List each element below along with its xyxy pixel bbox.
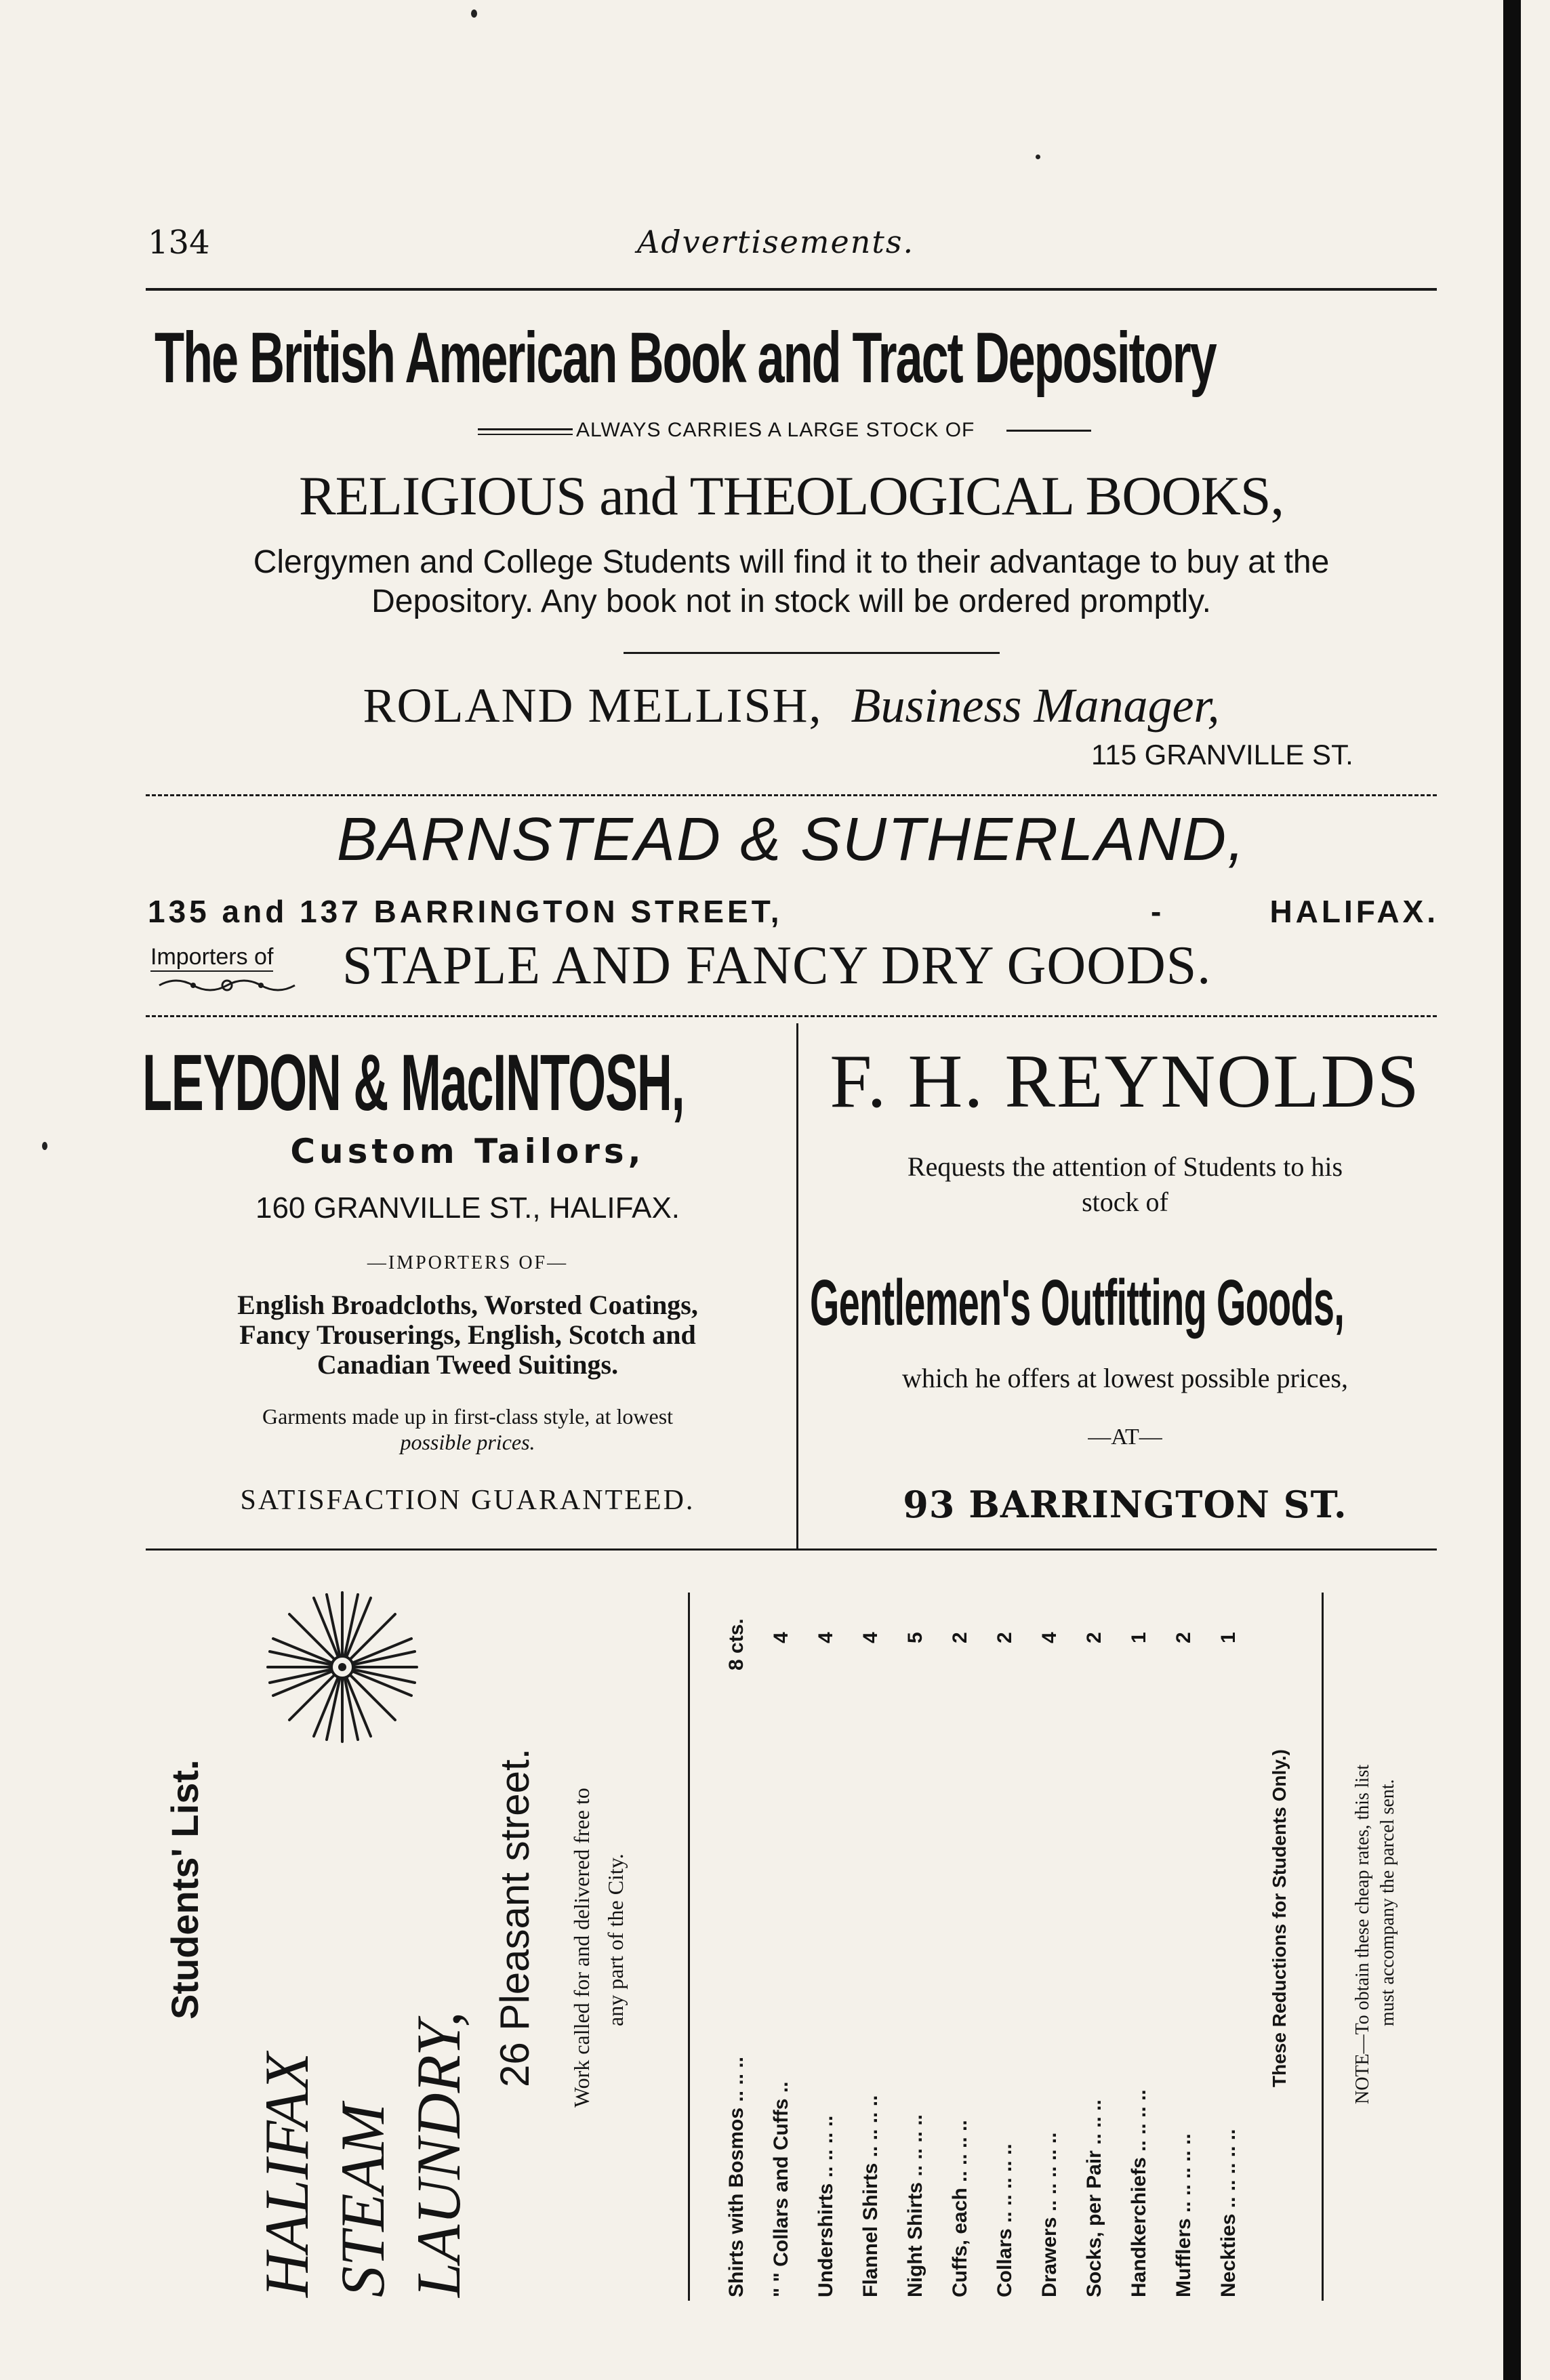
price-item: Socks, per Pair .. .. ..	[1083, 2099, 1105, 2297]
laundry-rule-1	[688, 1593, 690, 2301]
reynolds-goods	[803, 1266, 1447, 1347]
price-value: 2	[949, 1632, 971, 1643]
depository-title-text: The British American Book and Tract Depository	[155, 318, 1216, 398]
leydon-goods-3: Canadian Tweed Suitings.	[317, 1349, 619, 1380]
reduction-note: These Reductions for Students Only.)	[1269, 1749, 1290, 2087]
price-value: 2	[1172, 1632, 1195, 1643]
leydon-garments-1: Garments made up in first-class style, at lowest	[262, 1404, 674, 1429]
sunburst-icon	[264, 1589, 420, 1745]
laundry-name-1: HALIFAX	[252, 2052, 321, 2297]
tagline-rule-right	[1006, 430, 1091, 432]
manager-name: ROLAND MELLISH,	[363, 678, 823, 733]
barnstead-address	[148, 893, 1439, 930]
header-rule	[146, 288, 1437, 291]
price-item: Shirts with Bosmos .. .. ..	[725, 2056, 748, 2297]
price-value: 1	[1217, 1632, 1240, 1643]
laundry-address: 26 Pleasant street.	[492, 1748, 537, 2087]
leydon-guarantee: SATISFACTION GUARANTEED.	[240, 1485, 695, 1516]
reynolds-intro-1: Requests the attention of Students to his	[907, 1151, 1343, 1182]
barnstead-name: BARNSTEAD & SUTHERLAND,	[336, 806, 1246, 874]
laundry-service-1: Work called for and delivered free to	[569, 1788, 594, 2108]
laundry-note-2: must accompany the parcel sent.	[1377, 1779, 1398, 2026]
price-value: 4	[859, 1632, 882, 1643]
price-item: Flannel Shirts .. .. .. ..	[859, 2095, 882, 2297]
price-item: Handkerchiefs .. .. .. ..	[1128, 2089, 1150, 2297]
barnstead-street: 135 and 137 BARRINGTON STREET,	[148, 894, 783, 929]
divider-2	[146, 1015, 1437, 1017]
laundry-ad	[142, 1559, 1447, 2338]
reynolds-prices: which he offers at lowest possible prices,	[902, 1363, 1348, 1393]
price-item: " " Collars and Cuffs ..	[770, 2081, 792, 2297]
tagline-rule-left	[478, 428, 573, 430]
price-item: Mufflers .. .. .. .. ..	[1172, 2133, 1195, 2297]
price-value: 4	[770, 1632, 792, 1643]
leydon-goods-1: English Broadcloths, Worsted Coatings,	[237, 1290, 698, 1320]
laundry-list-title: Students' List.	[163, 1759, 206, 2019]
price-item: Collars .. .. .. .. ..	[994, 2143, 1016, 2297]
speck	[1036, 155, 1040, 159]
depository-tagline: ALWAYS CARRIES A LARGE STOCK OF	[576, 419, 975, 441]
reynolds-name: F. H. REYNOLDS	[830, 1040, 1421, 1124]
price-value: 2	[994, 1632, 1016, 1643]
reynolds-goods-text: Gentlemen's Outfitting Goods,	[810, 1267, 1345, 1339]
running-title: Advertisements.	[637, 224, 915, 260]
price-item: Night Shirts .. .. .. ..	[904, 2114, 926, 2297]
divider-1	[146, 794, 1437, 796]
price-item: Neckties .. .. .. .. ..	[1217, 2129, 1240, 2297]
laundry-note-1: NOTE—To obtain these cheap rates, this list	[1352, 1764, 1373, 2104]
column-divider	[796, 1023, 798, 1548]
depository-body-2: Depository. Any book not in stock will be ordered promptly.	[371, 583, 1211, 619]
barnstead-sep: -	[1151, 894, 1165, 929]
laundry-name-2: STEAM	[328, 2103, 397, 2297]
depository-mid-rule	[624, 652, 1000, 654]
leydon-name-text: LEYDON & MacINTOSH,	[142, 1038, 685, 1128]
reynolds-at: —AT—	[1088, 1424, 1162, 1450]
barnstead-goods: STAPLE AND FANCY DRY GOODS.	[342, 936, 1212, 996]
leydon-trade: Custom Tailors,	[290, 1132, 645, 1171]
manager-title: Business Manager,	[851, 678, 1220, 733]
price-item: Undershirts .. .. .. ..	[815, 2115, 837, 2297]
depository-headline: RELIGIOUS and THEOLOGICAL BOOKS,	[298, 465, 1284, 527]
divider-3	[146, 1548, 1437, 1551]
speck	[42, 1142, 47, 1150]
reynolds-address: 93 BARRINGTON ST.	[903, 1483, 1347, 1526]
price-item: Drawers .. .. .. .. ..	[1038, 2132, 1061, 2297]
leydon-garments-2: possible prices.	[400, 1430, 535, 1454]
leydon-importers: —IMPORTERS OF—	[367, 1252, 569, 1273]
reynolds-intro-2: stock of	[1082, 1187, 1168, 1217]
price-value: 2	[1083, 1632, 1105, 1643]
price-value: 8 cts.	[725, 1618, 748, 1670]
depository-ad	[136, 298, 1447, 779]
reynolds-ad	[803, 1023, 1447, 1545]
price-value: 1	[1128, 1632, 1150, 1643]
depository-address: 115 GRANVILLE ST.	[1091, 739, 1353, 771]
leydon-goods-2: Fancy Trouserings, English, Scotch and	[239, 1319, 696, 1350]
laundry-service-2: any part of the City.	[603, 1853, 628, 2026]
laundry-name-3: LAUNDRY,	[404, 2011, 473, 2297]
barnstead-city: HALIFAX.	[1269, 894, 1439, 929]
depository-body-1: Clergymen and College Students will find it to their advantage to buy at the	[253, 544, 1330, 580]
price-item: Cuffs, each .. .. .. ..	[949, 2120, 971, 2297]
price-value: 4	[815, 1632, 837, 1643]
depository-title	[136, 317, 1447, 398]
laundry-rule-2	[1322, 1593, 1324, 2301]
leydon-name	[142, 1037, 793, 1128]
depository-manager	[136, 678, 1447, 734]
binding-edge	[1503, 0, 1521, 2380]
scroll-ornament-icon	[156, 976, 298, 995]
page-number: 134	[148, 224, 210, 262]
price-value: 4	[1038, 1632, 1061, 1643]
importers-label: Importers of	[150, 944, 273, 972]
speck	[471, 9, 477, 18]
tagline-rule-left2	[478, 434, 573, 435]
price-value: 5	[904, 1632, 926, 1643]
leydon-ad	[142, 1023, 793, 1545]
leydon-address: 160 GRANVILLE ST., HALIFAX.	[255, 1191, 680, 1225]
